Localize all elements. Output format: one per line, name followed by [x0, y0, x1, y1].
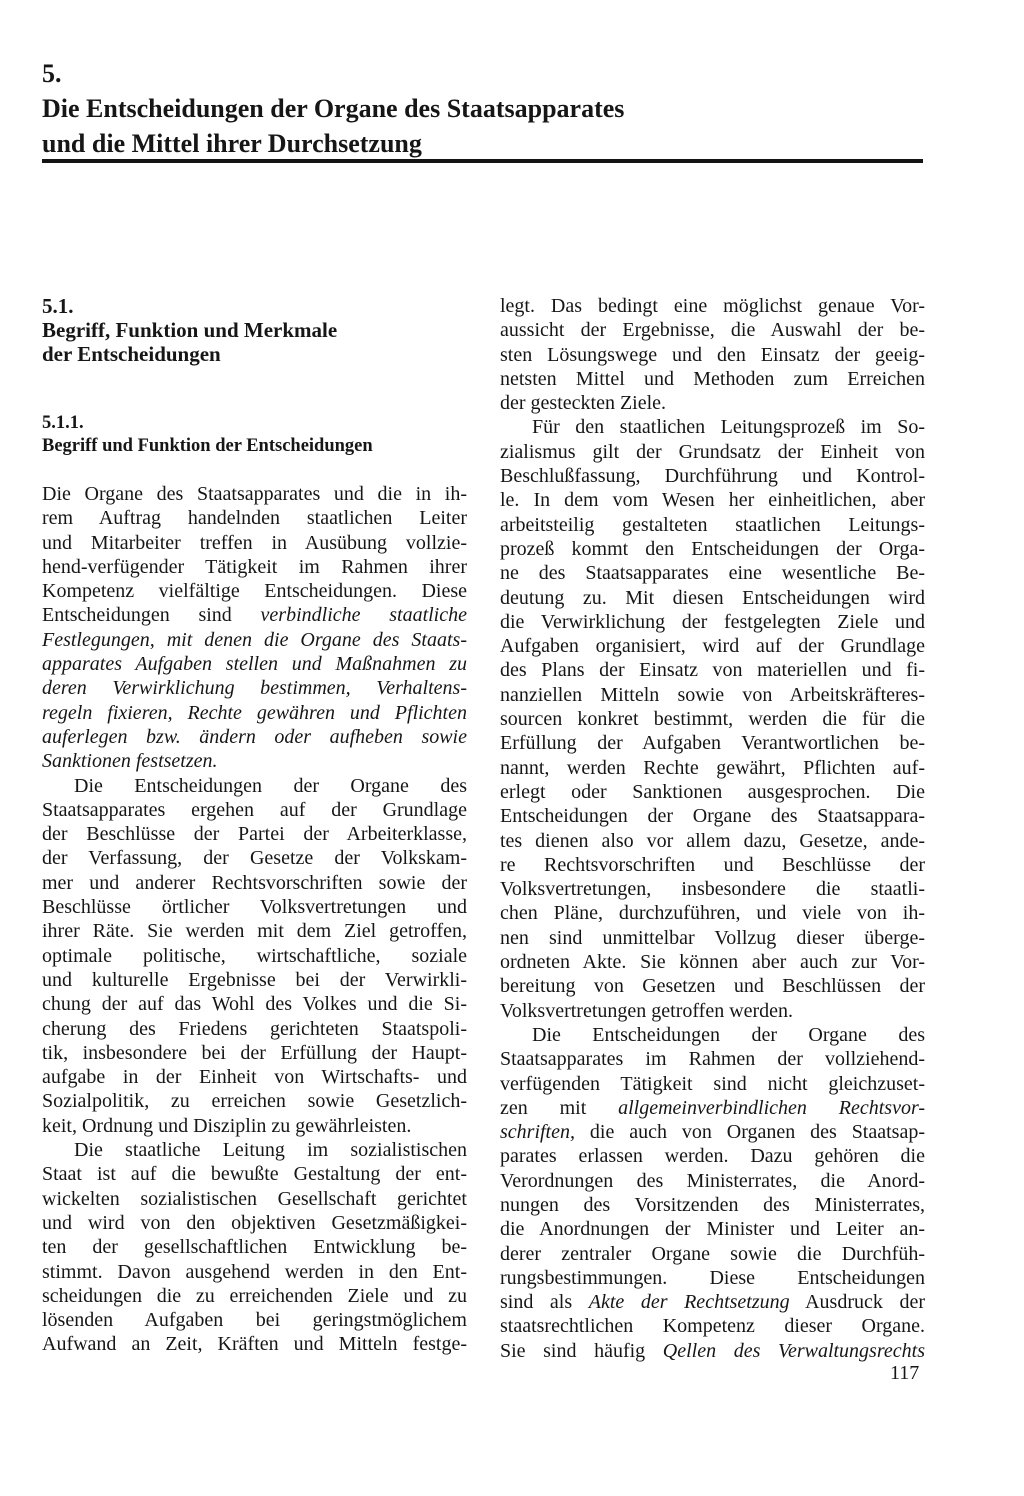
text-line: [42, 871, 467, 895]
text-line: [42, 919, 467, 943]
text-line: [42, 1114, 467, 1138]
text-line: [42, 846, 467, 870]
text-line: [500, 1096, 925, 1120]
chapter-heading: [42, 56, 922, 161]
text-line: [500, 974, 925, 998]
text-run: Beschlüsse örtlicher Volksvertretungen und: [42, 896, 467, 919]
text-line: [42, 822, 467, 846]
spacer: [42, 366, 467, 412]
text-line: [500, 804, 925, 828]
text-line: [500, 999, 925, 1023]
subsection-title: Begriff und Funktion der Entscheidungen: [42, 436, 373, 456]
text-line: [42, 1017, 467, 1041]
text-run: die auch von Organen des Staatsap-: [575, 1121, 925, 1144]
text-line: [42, 1332, 467, 1356]
text-run: Aufwand an Zeit, Kräften und Mitteln festge-: [42, 1333, 467, 1356]
text-line: [500, 756, 925, 780]
section-number: 5.1.: [42, 294, 74, 318]
text-line: [500, 367, 925, 391]
text-line: [42, 895, 467, 919]
text-line: [42, 676, 467, 700]
text-line: [500, 1169, 925, 1193]
text-line: [500, 415, 925, 439]
text-line: [42, 1235, 467, 1259]
text-line: [500, 1144, 925, 1168]
text-run: Ausdruck der: [789, 1291, 925, 1314]
text-line: [42, 555, 467, 579]
italic-text: allgemeinverbindlichen Rechtsvor-: [618, 1096, 925, 1119]
text-line: [500, 901, 925, 925]
text-line: [500, 1314, 925, 1338]
text-run: ordneten Akte. Sie können aber auch zur Vor-: [500, 951, 925, 974]
text-line: [500, 1339, 925, 1363]
text-line: [500, 1266, 925, 1290]
text-run: Sie sind häufig: [500, 1339, 663, 1362]
text-line: [42, 628, 467, 652]
text-run: arbeitsteilig gestalteten staatlichen Leitungs-: [500, 513, 925, 536]
text-line: [500, 707, 925, 731]
text-line: [42, 992, 467, 1016]
text-run: stimmt. Davon ausgehend werden in den Ent-: [42, 1260, 467, 1283]
text-run: der Verfassung, der Gesetze der Volkskam-: [42, 847, 467, 870]
italic-text: Akte der Rechtsetzung: [588, 1291, 790, 1314]
text-run: zen mit: [500, 1096, 619, 1119]
italic-text: Sanktionen festsetzen.: [42, 750, 218, 773]
text-line: [42, 579, 467, 603]
text-run: die Verwirklichung der festgelegten Ziele und: [500, 610, 925, 633]
text-run: tik, insbesondere bei der Erfüllung der Haupt-: [42, 1041, 467, 1064]
text-run: Sozialpolitik, zu erreichen sowie Gesetzlich-: [42, 1090, 467, 1113]
text-run: Für den staatlichen Leitungsprozeß im So-: [532, 416, 925, 439]
page-number: 117: [890, 1362, 920, 1384]
text-run: hend-verfügender Tätigkeit im Rahmen ihrer: [42, 555, 467, 578]
text-line: [42, 1187, 467, 1211]
text-line: [42, 1211, 467, 1235]
text-line: [500, 318, 925, 342]
text-line: [42, 1162, 467, 1186]
text-run: nungen des Vorsitzenden des Ministerrates,: [500, 1193, 925, 1216]
text-run: deutung zu. Mit diesen Entscheidungen wird: [500, 586, 925, 609]
text-line: [500, 731, 925, 755]
spacer: [42, 458, 467, 482]
italic-text: schriften,: [500, 1121, 575, 1144]
text-line: [42, 944, 467, 968]
text-run: ne des Staatsapparates eine wesentliche Be-: [500, 562, 925, 585]
text-line: [500, 1242, 925, 1266]
italic-text: apparates Aufgaben stellen und Maßnahmen zu: [42, 653, 467, 676]
text-line: [42, 1284, 467, 1308]
text-line: [42, 701, 467, 725]
text-run: aufgabe in der Einheit von Wirtschafts- und: [42, 1066, 467, 1089]
text-line: [500, 561, 925, 585]
text-run: sind als: [500, 1291, 589, 1314]
italic-text: verbindliche staatliche: [260, 604, 467, 627]
text-run: wickelten sozialistischen Gesellschaft gerichtet: [42, 1187, 467, 1210]
text-run: ihrer Räte. Sie werden mit dem Ziel getroffen,: [42, 920, 467, 943]
text-line: [42, 1260, 467, 1284]
text-run: scheidungen die zu erreichenden Ziele und zu: [42, 1284, 467, 1307]
right-body-text: [500, 294, 925, 1363]
italic-text: Qellen des Verwaltungsrechts: [662, 1339, 925, 1362]
text-run: Staat ist auf die bewußte Gestaltung der ent-: [42, 1163, 467, 1186]
text-run: parates erlassen werden. Dazu gehören die: [500, 1145, 925, 1168]
text-run: und Mitarbeiter treffen in Ausübung vollzie-: [42, 531, 467, 554]
text-line: [500, 877, 925, 901]
text-run: und wird von den objektiven Gesetzmäßigkei-: [42, 1211, 467, 1234]
subsection-number: 5.1.1.: [42, 413, 84, 433]
right-column: [500, 294, 925, 1363]
text-run: Beschlußfassung, Durchführung und Kontrol-: [500, 465, 925, 488]
text-run: re Rechtsvorschriften und Beschlüsse der: [500, 853, 925, 876]
text-line: [42, 603, 467, 627]
text-line: [42, 774, 467, 798]
left-body-text: [42, 482, 467, 1357]
text-line: [500, 391, 925, 415]
text-run: und kulturelle Ergebnisse bei der Verwirkli-: [42, 968, 467, 991]
text-run: Die Entscheidungen der Organe des: [532, 1023, 925, 1046]
text-run: Volksvertretungen, insbesondere die staatli-: [500, 878, 925, 901]
text-run: derer zentraler Organe sowie die Durchfüh-: [500, 1242, 925, 1265]
text-run: keit, Ordnung und Disziplin zu gewährleisten.: [42, 1114, 412, 1137]
text-line: [500, 1120, 925, 1144]
text-line: [500, 1193, 925, 1217]
text-line: [42, 1041, 467, 1065]
text-line: [42, 968, 467, 992]
text-run: verfügenden Tätigkeit sind nicht gleichzuset-: [500, 1072, 925, 1095]
text-run: Verordnungen des Ministerrates, die Anord-: [500, 1169, 925, 1192]
text-line: [500, 586, 925, 610]
text-line: [42, 1138, 467, 1162]
text-run: erlegt oder Sanktionen ausgesprochen. Die: [500, 780, 925, 803]
text-line: [500, 634, 925, 658]
text-line: [500, 440, 925, 464]
text-line: [42, 531, 467, 555]
text-line: [500, 294, 925, 318]
text-line: [42, 652, 467, 676]
text-run: ten der gesellschaftlichen Entwicklung be-: [42, 1236, 467, 1259]
italic-text: Festlegungen, mit denen die Organe des Staats-: [42, 628, 467, 651]
text-run: lösenden Aufgaben bei geringstmöglichem: [42, 1309, 467, 1332]
text-line: [500, 829, 925, 853]
text-line: [42, 1089, 467, 1113]
text-run: Volksvertretungen getroffen werden.: [500, 999, 794, 1022]
text-run: Kompetenz vielfältige Entscheidungen. Diese: [42, 580, 467, 603]
text-run: des Plans der Einsatz von materiellen und fi-: [500, 659, 925, 682]
section-title-line-1: Begriff, Funktion und Merkmale: [42, 318, 338, 342]
text-line: [42, 482, 467, 506]
text-line: [500, 1023, 925, 1047]
section-title-line-2: der Entscheidungen: [42, 342, 221, 366]
text-run: Entscheidungen der Organe des Staatsappara-: [500, 805, 925, 828]
text-line: [500, 513, 925, 537]
left-column: [42, 294, 467, 1357]
text-line: [500, 537, 925, 561]
text-line: [42, 1308, 467, 1332]
heading-rule: [42, 159, 923, 163]
text-line: [500, 926, 925, 950]
chapter-number: 5.: [42, 59, 62, 88]
text-line: [500, 1217, 925, 1241]
text-line: [500, 343, 925, 367]
text-run: nen sind unmittelbar Vollzug dieser überge-: [500, 926, 925, 949]
text-line: [500, 488, 925, 512]
text-run: mer und anderer Rechtsvorschriften sowie der: [42, 871, 467, 894]
text-run: staatsrechtlichen Kompetenz dieser Organe.: [500, 1315, 925, 1338]
text-run: zialismus gilt der Grundsatz der Einheit von: [500, 440, 925, 463]
text-line: [500, 658, 925, 682]
text-run: Erfüllung der Aufgaben Verantwortlichen be-: [500, 732, 925, 755]
text-line: [42, 1065, 467, 1089]
text-run: Entscheidungen sind: [42, 604, 261, 627]
text-run: tes dienen also vor allem dazu, Gesetze, ande-: [500, 829, 925, 852]
chapter-title-line-1: Die Entscheidungen der Organe des Staatsapparates: [42, 94, 625, 123]
text-run: chen Pläne, durchzuführen, und viele von ih-: [500, 902, 925, 925]
text-run: le. In dem vom Wesen her einheitlichen, aber: [500, 489, 925, 512]
text-run: rungsbestimmungen. Diese Entscheidungen: [500, 1266, 925, 1289]
text-line: [500, 610, 925, 634]
text-run: rem Auftrag handelnden staatlichen Leiter: [42, 507, 467, 530]
text-line: [500, 1047, 925, 1071]
text-line: [500, 780, 925, 804]
text-run: nannt, werden Rechte gewährt, Pflichten auf-: [500, 756, 925, 779]
italic-text: deren Verwirklichung bestimmen, Verhaltens-: [42, 677, 467, 700]
text-run: Staatsapparates im Rahmen der vollziehend-: [500, 1048, 925, 1071]
text-line: [42, 798, 467, 822]
italic-text: auferlegen bzw. ändern oder aufheben sowie: [42, 725, 467, 748]
text-run: chung der auf das Wohl des Volkes und die Si-: [42, 993, 467, 1016]
text-run: der Beschlüsse der Partei der Arbeiterklasse,: [42, 823, 467, 846]
text-run: prozeß kommt den Entscheidungen der Orga-: [500, 537, 925, 560]
text-run: nanziellen Mitteln sowie von Arbeitskräfteres-: [500, 683, 925, 706]
text-line: [42, 506, 467, 530]
text-run: sourcen konkret bestimmt, werden die für die: [500, 708, 925, 731]
text-run: netsten Mittel und Methoden zum Erreichen: [500, 367, 925, 390]
text-line: [500, 1290, 925, 1314]
text-run: aussicht der Ergebnisse, die Auswahl der be-: [500, 319, 925, 342]
text-line: [500, 1072, 925, 1096]
text-run: sten Lösungswege und den Einsatz der geeig-: [500, 343, 925, 366]
text-run: der gesteckten Ziele.: [500, 392, 667, 415]
text-run: legt. Das bedingt eine möglichst genaue Vor-: [500, 295, 925, 317]
italic-text: regeln fixieren, Rechte gewähren und Pflichten: [42, 701, 467, 724]
text-run: optimale politische, wirtschaftliche, soziale: [42, 944, 467, 967]
text-line: [500, 464, 925, 488]
text-line: [500, 950, 925, 974]
text-run: Die Entscheidungen der Organe des: [74, 774, 467, 797]
text-run: cherung des Friedens gerichteten Staatspoli-: [42, 1017, 467, 1040]
text-run: Aufgaben organisiert, wird auf der Grundlage: [500, 635, 925, 658]
text-run: Staatsapparates ergehen auf der Grundlage: [42, 798, 467, 821]
text-line: [500, 683, 925, 707]
text-line: [42, 725, 467, 749]
text-run: die Anordnungen der Minister und Leiter an-: [500, 1218, 925, 1241]
text-run: Die staatliche Leitung im sozialistischen: [74, 1139, 467, 1162]
text-run: bereitung von Gesetzen und Beschlüssen der: [500, 975, 925, 998]
text-line: [500, 853, 925, 877]
text-run: Die Organe des Staatsapparates und die in ih-: [42, 483, 467, 505]
chapter-title-line-2: und die Mittel ihrer Durchsetzung: [42, 129, 422, 158]
text-line: [42, 749, 467, 773]
